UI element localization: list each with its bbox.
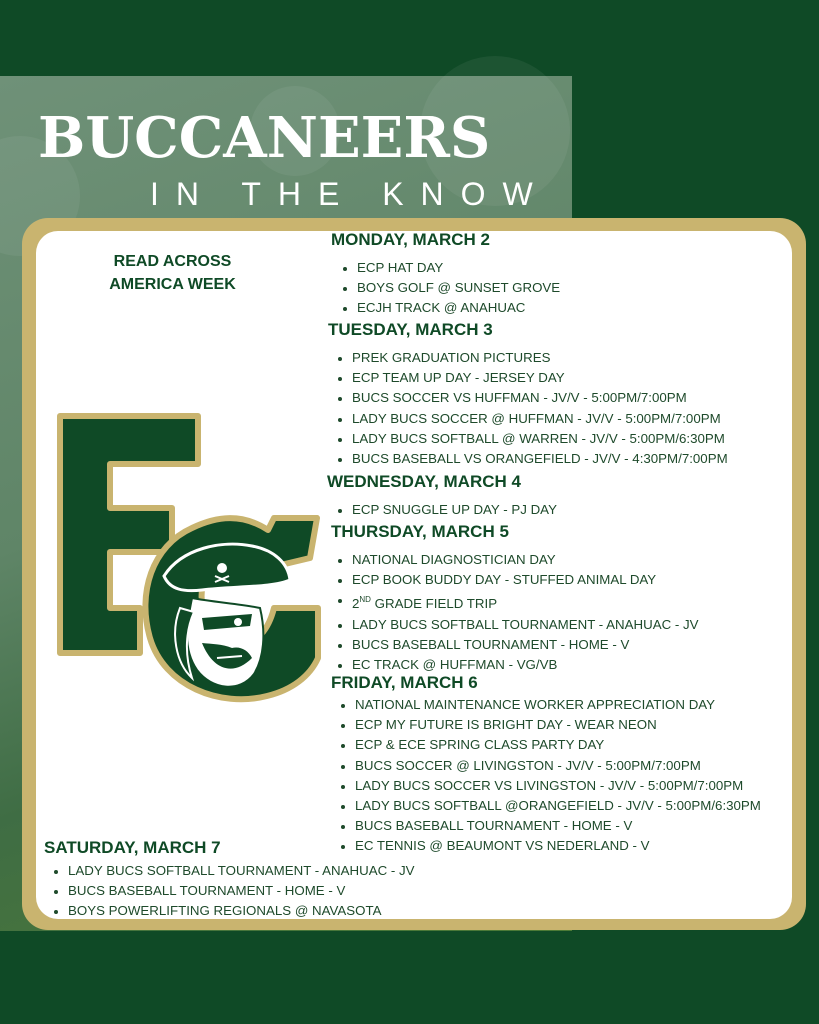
list-item: LADY BUCS SOCCER @ HUFFMAN - JV/V - 5:00PM/7:00PM — [352, 409, 728, 429]
list-item: ECP TEAM UP DAY - JERSEY DAY — [352, 368, 728, 388]
list-item: LADY BUCS SOFTBALL @ WARREN - JV/V - 5:00PM/6:30PM — [352, 429, 728, 449]
list-item: ECP & ECE SPRING CLASS PARTY DAY — [355, 735, 761, 755]
ordinal-suffix: ND — [359, 595, 371, 605]
day-title-friday: FRIDAY, MARCH 6 — [331, 673, 478, 692]
list-item: EC TENNIS @ BEAUMONT VS NEDERLAND - V — [355, 836, 761, 856]
list-item: BUCS BASEBALL VS ORANGEFIELD - JV/V - 4:30PM/7:00PM — [352, 449, 728, 469]
day-title-wednesday: WEDNESDAY, MARCH 4 — [327, 472, 521, 491]
list-item: LADY BUCS SOCCER VS LIVINGSTON - JV/V - 5:00PM/7:00PM — [355, 776, 761, 796]
list-item: BUCS SOCCER @ LIVINGSTON - JV/V - 5:00PM/7:00PM — [355, 756, 761, 776]
ec-pirate-logo-icon — [52, 408, 327, 713]
list-item: BOYS GOLF @ SUNSET GROVE — [357, 278, 560, 298]
event-list-friday — [335, 695, 761, 857]
day-title-tuesday: TUESDAY, MARCH 3 — [328, 320, 493, 339]
skull-icon — [217, 563, 227, 573]
event-list-tuesday — [332, 348, 728, 469]
event-list-monday — [337, 258, 560, 319]
event-list-wednesday — [332, 500, 557, 520]
day-title-monday: MONDAY, MARCH 2 — [331, 230, 491, 249]
list-item: ECP SNUGGLE UP DAY - PJ DAY — [352, 500, 557, 520]
day-title-saturday: SATURDAY, MARCH 7 — [44, 838, 221, 857]
list-item: BUCS SOCCER VS HUFFMAN - JV/V - 5:00PM/7:00PM — [352, 388, 728, 408]
list-item: LADY BUCS SOFTBALL TOURNAMENT - ANAHUAC - JV — [352, 615, 699, 635]
list-item: EC TRACK @ HUFFMAN - VG/VB — [352, 655, 699, 675]
list-item: ECP BOOK BUDDY DAY - STUFFED ANIMAL DAY — [352, 570, 699, 590]
grade-number: 2 — [352, 596, 360, 612]
list-item: ECP HAT DAY — [357, 258, 560, 278]
list-item: BOYS POWERLIFTING REGIONALS @ NAVASOTA — [68, 901, 415, 921]
list-item — [352, 590, 699, 614]
page-title: BUCCANEERS — [38, 105, 491, 171]
event-list-saturday — [48, 861, 415, 922]
list-item: LADY BUCS SOFTBALL @ORANGEFIELD - JV/V - 5:00PM/6:30PM — [355, 796, 761, 816]
list-item: NATIONAL MAINTENANCE WORKER APPRECIATION DAY — [355, 695, 761, 715]
field-trip-text: GRADE FIELD TRIP — [370, 596, 498, 612]
list-item: ECP MY FUTURE IS BRIGHT DAY - WEAR NEON — [355, 715, 761, 735]
page-subtitle: IN THE KNOW — [150, 176, 550, 212]
week-label: READ ACROSS AMERICA WEEK — [109, 253, 236, 293]
list-item: ECJH TRACK @ ANAHUAC — [357, 298, 560, 318]
list-item: BUCS BASEBALL TOURNAMENT - HOME - V — [355, 816, 761, 836]
day-title-thursday: THURSDAY, MARCH 5 — [331, 522, 509, 541]
list-item: BUCS BASEBALL TOURNAMENT - HOME - V — [68, 881, 415, 901]
list-item: LADY BUCS SOFTBALL TOURNAMENT - ANAHUAC - JV — [68, 861, 415, 881]
event-list-thursday — [332, 550, 699, 675]
list-item: PREK GRADUATION PICTURES — [352, 348, 728, 368]
list-item: NATIONAL DIAGNOSTICIAN DAY — [352, 550, 699, 570]
list-item: BUCS BASEBALL TOURNAMENT - HOME - V — [352, 635, 699, 655]
